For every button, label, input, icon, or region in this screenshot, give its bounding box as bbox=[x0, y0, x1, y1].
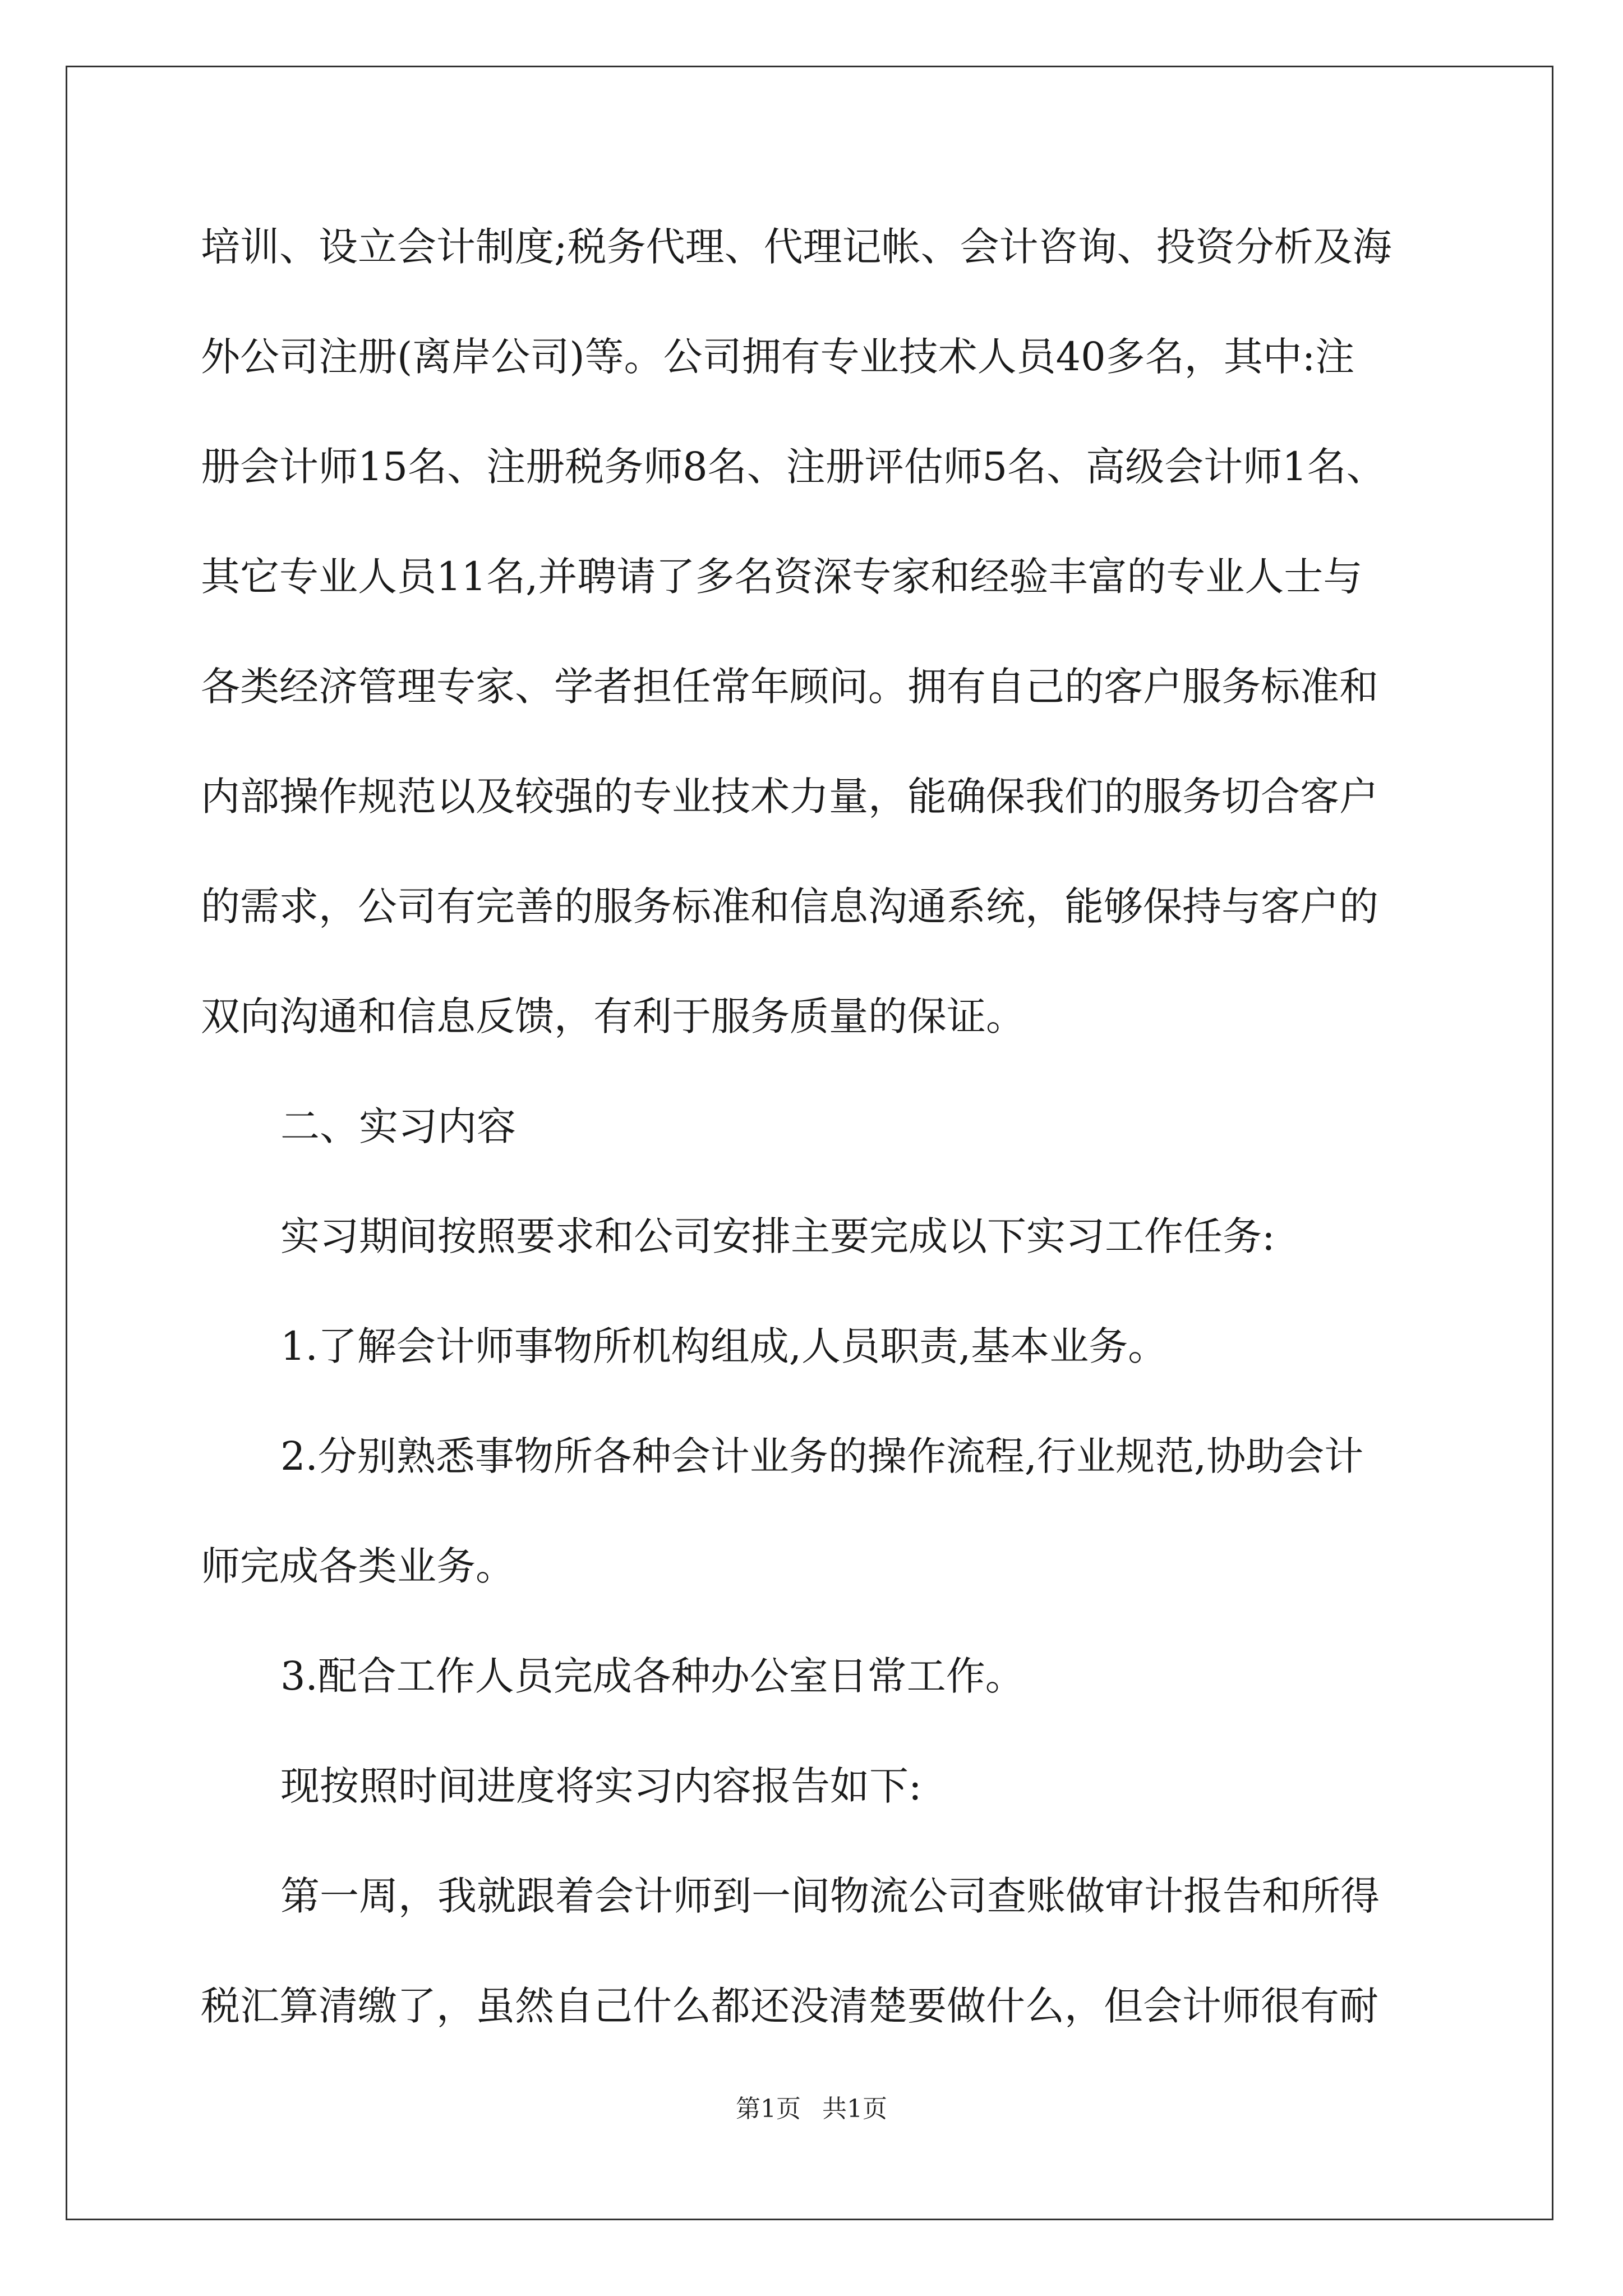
page-number: 第1页 bbox=[736, 2095, 801, 2123]
body-line: 税汇算清缴了，虽然自己什么都还没清楚要做什么，但会计师很有耐 bbox=[201, 1983, 1378, 2029]
body-line: 双向沟通和信息反馈，有利于服务质量的保证。 bbox=[201, 993, 1025, 1039]
body-line: 培训、设立会计制度;税务代理、代理记帐、会计咨询、投资分析及海 bbox=[201, 224, 1392, 270]
body-line: 实习期间按照要求和公司安排主要完成以下实习工作任务: bbox=[280, 1213, 1275, 1259]
body-line: 现按照时间进度将实习内容报告如下: bbox=[280, 1763, 922, 1809]
list-item: 3.配合工作人员完成各种办公室日常工作。 bbox=[280, 1653, 1025, 1699]
body-line: 的需求，公司有完善的服务标准和信息沟通系统，能够保持与客户的 bbox=[201, 884, 1378, 930]
body-line: 其它专业人员11名,并聘请了多名资深专家和经验丰富的专业人士与 bbox=[201, 554, 1363, 600]
page-footer bbox=[0, 2092, 1623, 2126]
body-line: 外公司注册(离岸公司)等。公司拥有专业技术人员40多名，其中:注 bbox=[201, 334, 1355, 380]
section-heading: 二、实习内容 bbox=[280, 1103, 516, 1149]
list-item-continuation: 师完成各类业务。 bbox=[201, 1543, 515, 1589]
body-line: 第一周，我就跟着会计师到一间物流公司查账做审计报告和所得 bbox=[280, 1873, 1380, 1919]
list-item: 1.了解会计师事物所机构组成,人员职责,基本业务。 bbox=[280, 1323, 1168, 1369]
body-line: 内部操作规范以及较强的专业技术力量，能确保我们的服务切合客户 bbox=[201, 774, 1378, 820]
page-total: 共1页 bbox=[822, 2095, 887, 2123]
list-item: 2.分别熟悉事物所各种会计业务的操作流程,行业规范,协助会计 bbox=[280, 1433, 1364, 1479]
body-line: 册会计师15名、注册税务师8名、注册评估师5名、高级会计师1名、 bbox=[201, 444, 1386, 490]
body-line: 各类经济管理专家、学者担任常年顾问。拥有自己的客户服务标准和 bbox=[201, 664, 1378, 710]
